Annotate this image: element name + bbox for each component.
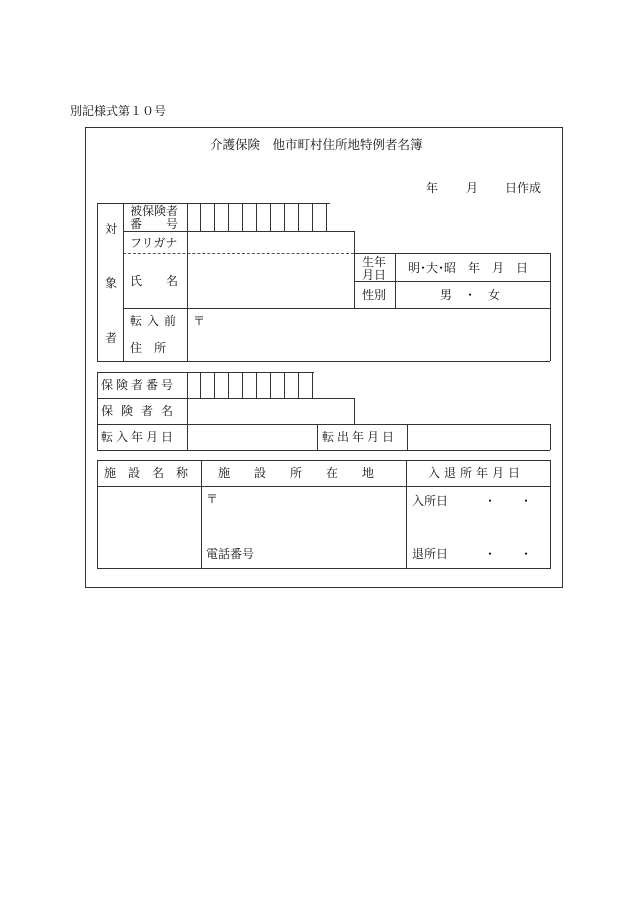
admission-date-sep: ・ ・ bbox=[484, 494, 533, 508]
move-out-date-label: 転出年月日 bbox=[322, 430, 398, 444]
name-label: 氏 名 bbox=[130, 274, 179, 288]
form-number-label: 別記様式第１０号 bbox=[70, 104, 167, 118]
discharge-label: 退所日 bbox=[412, 547, 449, 561]
birth-label-1: 生年 bbox=[362, 255, 387, 269]
furigana-label: フリガナ bbox=[130, 236, 178, 250]
sex-value: 男 ・ 女 bbox=[440, 288, 501, 302]
insurer-number-cells[interactable] bbox=[187, 373, 313, 398]
insurer-number-label: 保険者番号 bbox=[101, 378, 177, 392]
insured-number-label-1: 被保険者 bbox=[130, 204, 179, 218]
move-in-date-label: 転入年月日 bbox=[101, 430, 177, 444]
facility-name-header: 施 設 名 称 bbox=[104, 466, 189, 480]
birth-date-value: 明･大･昭 年 月 日 bbox=[408, 261, 529, 275]
date-created-label: 日作成 bbox=[505, 181, 542, 195]
birth-label-2: 月日 bbox=[362, 268, 387, 282]
discharge-date-sep: ・ ・ bbox=[484, 547, 533, 561]
admission-dates-header: 入退所年月日 bbox=[428, 466, 525, 480]
facility-postal-mark: 〒 bbox=[206, 492, 219, 506]
insurer-name-label: 保険者名 bbox=[101, 404, 182, 418]
facility-address-header: 施 設 所 在 地 bbox=[218, 466, 375, 480]
prev-address-label-2: 住 所 bbox=[130, 341, 167, 355]
prev-address-label-1: 転入前 bbox=[130, 314, 182, 328]
admission-label: 入所日 bbox=[412, 494, 449, 508]
date-year-label: 年 bbox=[426, 181, 439, 195]
date-month-label: 月 bbox=[466, 181, 479, 195]
subject-label-3: 者 bbox=[105, 331, 118, 345]
phone-label: 電話番号 bbox=[206, 547, 255, 561]
insured-number-cells[interactable] bbox=[187, 204, 327, 231]
insured-number-label-2: 番 号 bbox=[130, 217, 179, 231]
postal-mark: 〒 bbox=[193, 314, 206, 328]
subject-label-1: 対 bbox=[105, 222, 118, 236]
page-title: 介護保険 他市町村住所地特例者名簿 bbox=[210, 137, 423, 152]
sex-label: 性別 bbox=[362, 288, 387, 302]
subject-label-2: 象 bbox=[105, 276, 118, 290]
